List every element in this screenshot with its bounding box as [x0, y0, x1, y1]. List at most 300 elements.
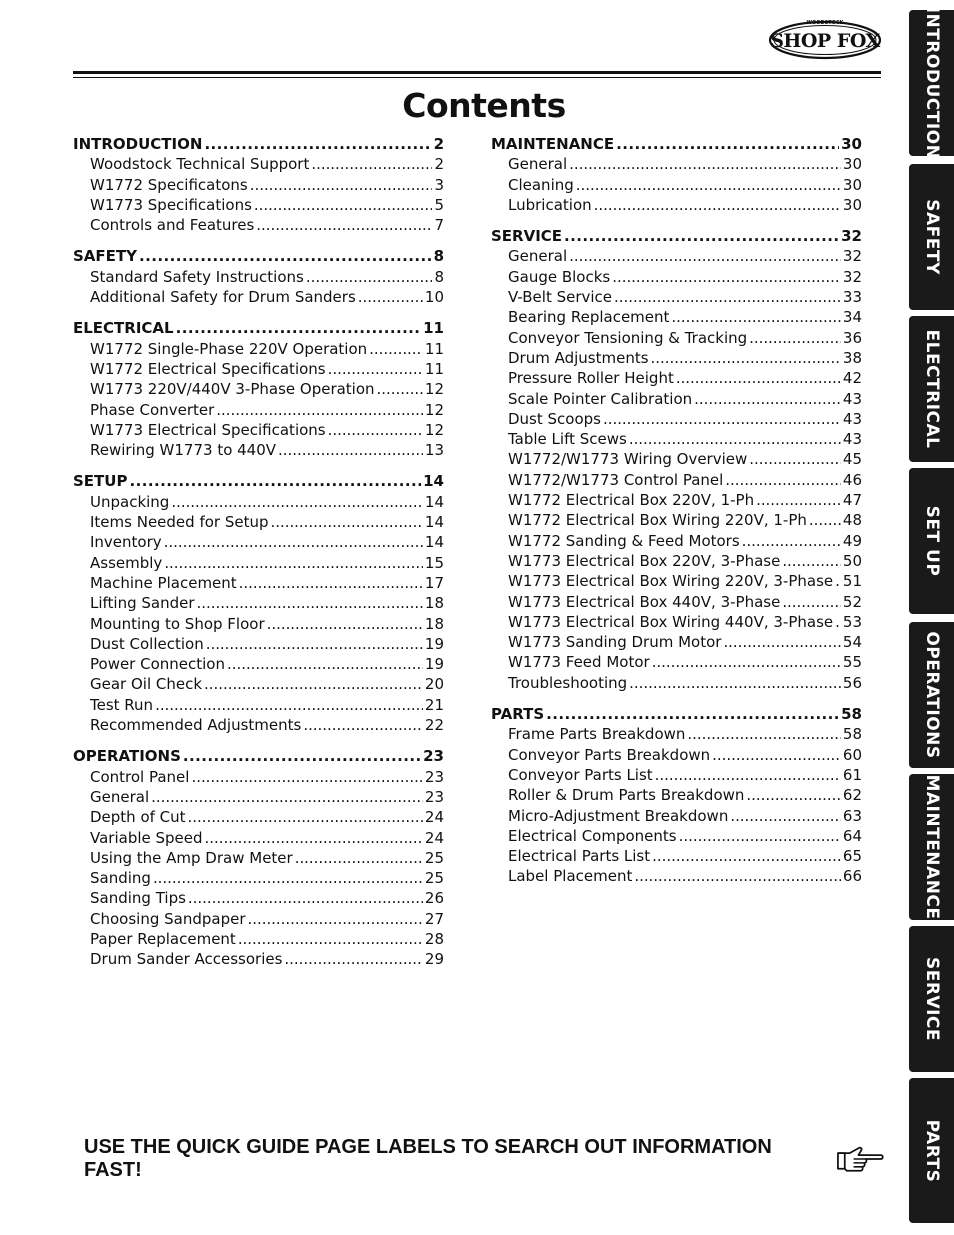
shop-fox-logo [768, 16, 882, 62]
toc-entry-page: 22 [424, 716, 444, 735]
toc-entry-label: General [508, 155, 568, 174]
toc-heading[interactable] [73, 318, 444, 338]
leader-dots [139, 246, 432, 266]
toc-entry-label: Lifting Sander [90, 594, 195, 613]
leader-dots [679, 826, 841, 846]
toc-heading[interactable] [73, 246, 444, 266]
leader-dots [603, 409, 841, 429]
toc-entry[interactable] [491, 449, 862, 469]
toc-entry-label: Inventory [90, 533, 162, 552]
toc-entry-page: 49 [842, 531, 862, 550]
toc-entry-label: Mounting to Shop Floor [90, 614, 265, 633]
tab-operations[interactable] [909, 622, 954, 768]
toc-entry-label: Power Connection [90, 655, 225, 674]
tab-safety[interactable] [909, 164, 954, 310]
leader-dots [197, 593, 423, 613]
toc-entry-label: W1773 Electrical Specifications [90, 420, 326, 439]
toc-entry[interactable] [491, 765, 862, 785]
leader-dots [204, 674, 423, 694]
toc-entry-page: 45 [842, 450, 862, 469]
toc-entry-label: W1773 Electrical Box Wiring 220V, 3-Phase [508, 572, 834, 591]
tab-label: OPERATIONS [921, 631, 942, 759]
leader-dots [176, 318, 422, 338]
tab-introduction[interactable] [909, 6, 954, 160]
toc-entry-page: 30 [842, 195, 862, 214]
toc-entry-page: 34 [842, 308, 862, 327]
header-rule-thin [73, 77, 881, 78]
leader-dots [676, 368, 841, 388]
toc-heading-label: INTRODUCTION [73, 135, 203, 153]
toc-entry[interactable] [491, 806, 862, 826]
toc-entry[interactable] [73, 440, 444, 460]
toc-entry-label: Pressure Roller Height [508, 369, 674, 388]
toc-entry-page: 50 [842, 551, 862, 570]
toc-heading[interactable] [73, 746, 444, 766]
leader-dots [835, 571, 841, 591]
toc-entry[interactable] [73, 868, 444, 888]
toc-entry[interactable] [73, 807, 444, 827]
leader-dots [712, 745, 841, 765]
toc-section-service [491, 226, 862, 693]
toc-entry-label: Variable Speed [90, 828, 203, 847]
toc-entry[interactable] [73, 195, 444, 215]
toc-entry-page: 30 [842, 175, 862, 194]
leader-dots [239, 573, 423, 593]
toc-entry-label: Paper Replacement [90, 929, 236, 948]
toc-entry-label: W1772 Sanding & Feed Motors [508, 531, 740, 550]
toc-entry-label: W1773 Electrical Box 440V, 3-Phase [508, 592, 781, 611]
logo-brand-text: SHOP FOX [770, 30, 880, 52]
footer [84, 1136, 884, 1181]
toc-heading-page: 8 [433, 247, 444, 266]
toc-entry[interactable] [73, 420, 444, 440]
toc-entry[interactable] [491, 429, 862, 449]
toc-entry[interactable] [73, 593, 444, 613]
toc-entry-label: Woodstock Technical Support [90, 155, 310, 174]
toc-right-column [491, 134, 862, 898]
leader-dots [569, 154, 841, 174]
toc-entry-page: 23 [424, 787, 444, 806]
toc-entry[interactable] [491, 551, 862, 571]
leader-dots [629, 673, 841, 693]
toc-entry-page: 30 [842, 155, 862, 174]
toc-entry[interactable] [73, 379, 444, 399]
leader-dots [153, 868, 423, 888]
toc-entry[interactable] [491, 652, 862, 672]
toc-entry-label: Recommended Adjustments [90, 716, 302, 735]
toc-entry-label: W1772 Electrical Specifications [90, 359, 326, 378]
toc-entry[interactable] [73, 828, 444, 848]
toc-entry-page: 43 [842, 389, 862, 408]
toc-entry[interactable] [491, 389, 862, 409]
toc-heading-label: ELECTRICAL [73, 319, 174, 338]
leader-dots [204, 134, 431, 154]
toc-entry-page: 27 [424, 909, 444, 928]
toc-entry-page: 51 [842, 572, 862, 591]
toc-entry-page: 62 [842, 786, 862, 805]
leader-dots [546, 704, 839, 724]
leader-dots [306, 267, 433, 287]
toc-entry[interactable] [491, 673, 862, 693]
toc-entry-label: Cleaning [508, 175, 574, 194]
leader-dots [652, 652, 841, 672]
leader-dots [129, 471, 421, 491]
toc-entry-page: 32 [842, 267, 862, 286]
toc-entry-page: 63 [842, 806, 862, 825]
toc-entry-page: 17 [424, 573, 444, 592]
toc-section-safety [73, 246, 444, 307]
toc-entry-page: 15 [424, 553, 444, 572]
toc-entry-label: W1773 Sanding Drum Motor [508, 633, 722, 652]
toc-entry-page: 58 [842, 725, 862, 744]
toc-entry-page: 43 [842, 409, 862, 428]
toc-entry[interactable] [491, 307, 862, 327]
toc-entry[interactable] [491, 348, 862, 368]
toc-section-maintenance [491, 134, 862, 215]
toc-heading-page: 14 [423, 472, 444, 491]
toc-entry[interactable] [73, 553, 444, 573]
toc-entry-page: 10 [424, 288, 444, 307]
leader-dots [191, 767, 422, 787]
toc-entry-label: W1772/W1773 Control Panel [508, 470, 724, 489]
toc-entry-label: Additional Safety for Drum Sanders [90, 288, 356, 307]
leader-dots [183, 746, 421, 766]
toc-entry[interactable] [73, 787, 444, 807]
toc-entry[interactable] [491, 846, 862, 866]
leader-dots [188, 888, 423, 908]
leader-dots [250, 175, 433, 195]
leader-dots [749, 328, 841, 348]
toc-entry-page: 56 [842, 673, 862, 692]
toc-entry-label: Sanding [90, 869, 151, 888]
toc-entry-page: 18 [424, 614, 444, 633]
leader-dots [746, 785, 841, 805]
toc-entry-page: 12 [424, 380, 444, 399]
toc-entry-label: W1773 Electrical Box Wiring 440V, 3-Phase [508, 612, 834, 631]
toc-entry[interactable] [73, 614, 444, 634]
toc-heading[interactable] [73, 134, 444, 154]
toc-entry-page: 20 [424, 675, 444, 694]
toc-entry[interactable] [73, 695, 444, 715]
toc-entry-label: Standard Safety Instructions [90, 267, 304, 286]
toc-entry[interactable] [491, 368, 862, 388]
toc-entry[interactable] [491, 328, 862, 348]
leader-dots [267, 614, 423, 634]
toc-entry-label: General [508, 247, 568, 266]
toc-entry[interactable] [73, 154, 444, 174]
toc-entry[interactable] [491, 531, 862, 551]
toc-entry-label: W1772 Single-Phase 220V Operation [90, 339, 368, 358]
toc-entry[interactable] [73, 359, 444, 379]
leader-dots [576, 175, 841, 195]
leader-dots [612, 267, 841, 287]
tab-label: ELECTRICAL [921, 329, 942, 449]
toc-entry[interactable] [73, 175, 444, 195]
leader-dots [756, 490, 841, 510]
leader-dots [655, 765, 841, 785]
toc-entry-label: W1772 Specificatons [90, 175, 248, 194]
toc-entry-page: 52 [842, 592, 862, 611]
toc-left-column [73, 134, 444, 981]
leader-dots [295, 848, 423, 868]
toc-entry-page: 47 [842, 491, 862, 510]
toc-entry-label: Lubrication [508, 195, 592, 214]
toc-entry[interactable] [491, 246, 862, 266]
toc-entry-page: 33 [842, 288, 862, 307]
leader-dots [694, 389, 841, 409]
page-title: Contents [402, 86, 566, 125]
tab-service[interactable] [909, 926, 954, 1072]
leader-dots [238, 929, 423, 949]
toc-entry[interactable] [491, 866, 862, 886]
toc-entry-label: Rewiring W1773 to 440V [90, 441, 277, 460]
toc-entry-page: 8 [434, 267, 444, 286]
toc-entry-label: Drum Adjustments [508, 348, 649, 367]
leader-dots [616, 134, 839, 154]
toc-entry[interactable] [73, 287, 444, 307]
toc-entry-label: W1773 220V/440V 3-Phase Operation [90, 380, 375, 399]
leader-dots [629, 429, 841, 449]
leader-dots [594, 195, 841, 215]
toc-entry-label: Phase Converter [90, 400, 215, 419]
toc-entry-page: 25 [424, 869, 444, 888]
toc-entry[interactable] [73, 512, 444, 532]
leader-dots [651, 348, 841, 368]
toc-entry-label: W1773 Electrical Box 220V, 3-Phase [508, 551, 781, 570]
toc-entry[interactable] [73, 215, 444, 235]
leader-dots [164, 532, 423, 552]
toc-entry-label: Scale Pointer Calibration [508, 389, 693, 408]
leader-dots [723, 632, 840, 652]
leader-dots [614, 287, 841, 307]
toc-entry-page: 7 [434, 216, 444, 235]
leader-dots [311, 154, 432, 174]
toc-heading[interactable] [491, 704, 862, 724]
leader-dots [369, 339, 423, 359]
leader-dots [749, 449, 841, 469]
tab-maintenance[interactable] [909, 774, 954, 920]
toc-entry[interactable] [73, 573, 444, 593]
tab-set-up[interactable] [909, 468, 954, 614]
toc-entry[interactable] [491, 745, 862, 765]
toc-entry-page: 60 [842, 745, 862, 764]
toc-section-electrical [73, 318, 444, 460]
toc-entry-page: 19 [424, 634, 444, 653]
toc-entry-label: Items Needed for Setup [90, 513, 269, 532]
toc-entry-page: 61 [842, 765, 862, 784]
toc-heading[interactable] [73, 471, 444, 491]
toc-entry-label: W1773 Specifications [90, 195, 252, 214]
toc-heading-page: 32 [841, 227, 862, 246]
leader-dots [730, 806, 841, 826]
toc-heading-page: 11 [423, 319, 444, 338]
leader-dots [271, 512, 423, 532]
leader-dots [248, 909, 423, 929]
leader-dots [206, 634, 423, 654]
toc-entry-page: 12 [424, 420, 444, 439]
toc-entry-page: 65 [842, 847, 862, 866]
tab-label: MAINTENANCE [921, 774, 942, 920]
leader-dots [809, 510, 841, 530]
toc-entry[interactable] [491, 490, 862, 510]
toc-heading-page: 23 [423, 747, 444, 766]
toc-entry[interactable] [73, 654, 444, 674]
leader-dots [564, 226, 839, 246]
tab-label: SERVICE [921, 956, 942, 1042]
toc-entry[interactable] [491, 724, 862, 744]
toc-entry[interactable] [491, 195, 862, 215]
toc-entry-label: Conveyor Parts Breakdown [508, 745, 711, 764]
toc-entry[interactable] [73, 267, 444, 287]
toc-entry[interactable] [73, 909, 444, 929]
toc-entry[interactable] [73, 674, 444, 694]
leader-dots [569, 246, 841, 266]
toc-entry-page: 11 [424, 359, 444, 378]
toc-entry[interactable] [491, 154, 862, 174]
toc-entry-page: 28 [424, 929, 444, 948]
leader-dots [256, 215, 432, 235]
tab-label: INTRODUCTION [921, 6, 942, 160]
leader-dots [164, 553, 423, 573]
toc-entry-label: Sanding Tips [90, 889, 186, 908]
toc-entry[interactable] [73, 929, 444, 949]
toc-entry-page: 12 [424, 400, 444, 419]
toc-entry-page: 38 [842, 348, 862, 367]
toc-entry[interactable] [491, 470, 862, 490]
toc-heading-page: 30 [841, 135, 862, 153]
toc-entry-page: 14 [424, 513, 444, 532]
toc-entry[interactable] [73, 532, 444, 552]
toc-entry-page: 29 [424, 950, 444, 969]
toc-section-introduction [73, 134, 444, 235]
toc-entry-page: 13 [424, 441, 444, 460]
toc-entry[interactable] [491, 409, 862, 429]
header-rule [73, 71, 881, 74]
toc-entry[interactable] [73, 715, 444, 735]
toc-entry-label: Depth of Cut [90, 808, 186, 827]
toc-entry[interactable] [73, 339, 444, 359]
toc-entry[interactable] [73, 492, 444, 512]
toc-entry-label: Control Panel [90, 767, 190, 786]
leader-dots [227, 654, 423, 674]
toc-entry[interactable] [491, 785, 862, 805]
toc-entry-page: 5 [434, 195, 444, 214]
toc-entry[interactable] [491, 267, 862, 287]
toc-heading-label: SAFETY [73, 247, 137, 266]
toc-entry-label: Drum Sander Accessories [90, 950, 283, 969]
toc-entry[interactable] [73, 949, 444, 969]
toc-entry-label: Assembly [90, 553, 163, 572]
toc-heading-label: MAINTENANCE [491, 135, 615, 153]
toc-entry-label: Bearing Replacement [508, 308, 670, 327]
leader-dots [205, 828, 423, 848]
toc-entry-label: Dust Scoops [508, 409, 601, 428]
tab-parts[interactable] [909, 1078, 954, 1223]
toc-entry[interactable] [491, 612, 862, 632]
toc-entry-page: 24 [424, 808, 444, 827]
toc-entry-label: General [90, 787, 150, 806]
leader-dots [216, 400, 423, 420]
tab-label: PARTS [921, 1119, 942, 1182]
footer-text: USE THE QUICK GUIDE PAGE LABELS TO SEARCH OUT INFORMATION FAST! [84, 1136, 772, 1181]
toc-entry[interactable] [491, 287, 862, 307]
toc-entry[interactable] [73, 634, 444, 654]
toc-heading-label: SERVICE [491, 227, 563, 246]
leader-dots [284, 949, 422, 969]
toc-entry[interactable] [491, 175, 862, 195]
leader-dots [377, 379, 423, 399]
toc-entry-page: 26 [424, 889, 444, 908]
toc-entry-label: W1773 Feed Motor [508, 653, 650, 672]
toc-entry-label: W1772 Electrical Box Wiring 220V, 1-Ph [508, 511, 807, 530]
toc-section-setup [73, 471, 444, 735]
toc-entry-label: Micro-Adjustment Breakdown [508, 806, 729, 825]
toc-entry-label: Roller & Drum Parts Breakdown [508, 786, 745, 805]
toc-entry-label: Gear Oil Check [90, 675, 203, 694]
toc-entry[interactable] [491, 592, 862, 612]
toc-entry-label: Dust Collection [90, 634, 204, 653]
toc-entry-label: Unpacking [90, 492, 170, 511]
leader-dots [835, 612, 841, 632]
toc-heading-label: SETUP [73, 472, 128, 491]
toc-heading[interactable] [491, 134, 862, 154]
toc-entry-label: Table Lift Scews [508, 430, 627, 449]
leader-dots [725, 470, 841, 490]
toc-entry[interactable] [491, 632, 862, 652]
toc-entry-page: 66 [842, 867, 862, 886]
toc-entry-label: W1772 Electrical Box 220V, 1-Ph [508, 491, 755, 510]
toc-entry-label: W1772/W1773 Wiring Overview [508, 450, 748, 469]
toc-entry[interactable] [491, 826, 862, 846]
leader-dots [254, 195, 433, 215]
toc-heading[interactable] [491, 226, 862, 246]
toc-entry-page: 21 [424, 695, 444, 714]
toc-heading-label: OPERATIONS [73, 747, 181, 766]
toc-entry-page: 23 [424, 767, 444, 786]
toc-entry-page: 55 [842, 653, 862, 672]
toc-entry-label: Troubleshooting [508, 673, 628, 692]
leader-dots [151, 787, 423, 807]
leader-dots [634, 866, 841, 886]
toc-entry[interactable] [73, 767, 444, 787]
toc-entry[interactable] [491, 510, 862, 530]
toc-entry-page: 2 [434, 155, 444, 174]
toc-entry-page: 32 [842, 247, 862, 266]
toc-entry[interactable] [73, 888, 444, 908]
leader-dots [155, 695, 423, 715]
leader-dots [782, 592, 841, 612]
leader-dots [742, 531, 841, 551]
toc-entry[interactable] [491, 571, 862, 591]
toc-entry[interactable] [73, 848, 444, 868]
tab-electrical[interactable] [909, 316, 954, 462]
toc-entry-page: 54 [842, 633, 862, 652]
toc-entry[interactable] [73, 400, 444, 420]
toc-entry-page: 43 [842, 430, 862, 449]
leader-dots [671, 307, 841, 327]
leader-dots [328, 359, 423, 379]
leader-dots [358, 287, 423, 307]
toc-entry-label: Conveyor Tensioning & Tracking [508, 328, 748, 347]
toc-entry-page: 3 [434, 175, 444, 194]
toc-entry-page: 25 [424, 848, 444, 867]
toc-entry-label: Choosing Sandpaper [90, 909, 246, 928]
leader-dots [687, 724, 840, 744]
toc-entry-page: 24 [424, 828, 444, 847]
toc-entry-page: 14 [424, 533, 444, 552]
toc-entry-label: Using the Amp Draw Meter [90, 848, 293, 867]
toc-entry-page: 19 [424, 655, 444, 674]
